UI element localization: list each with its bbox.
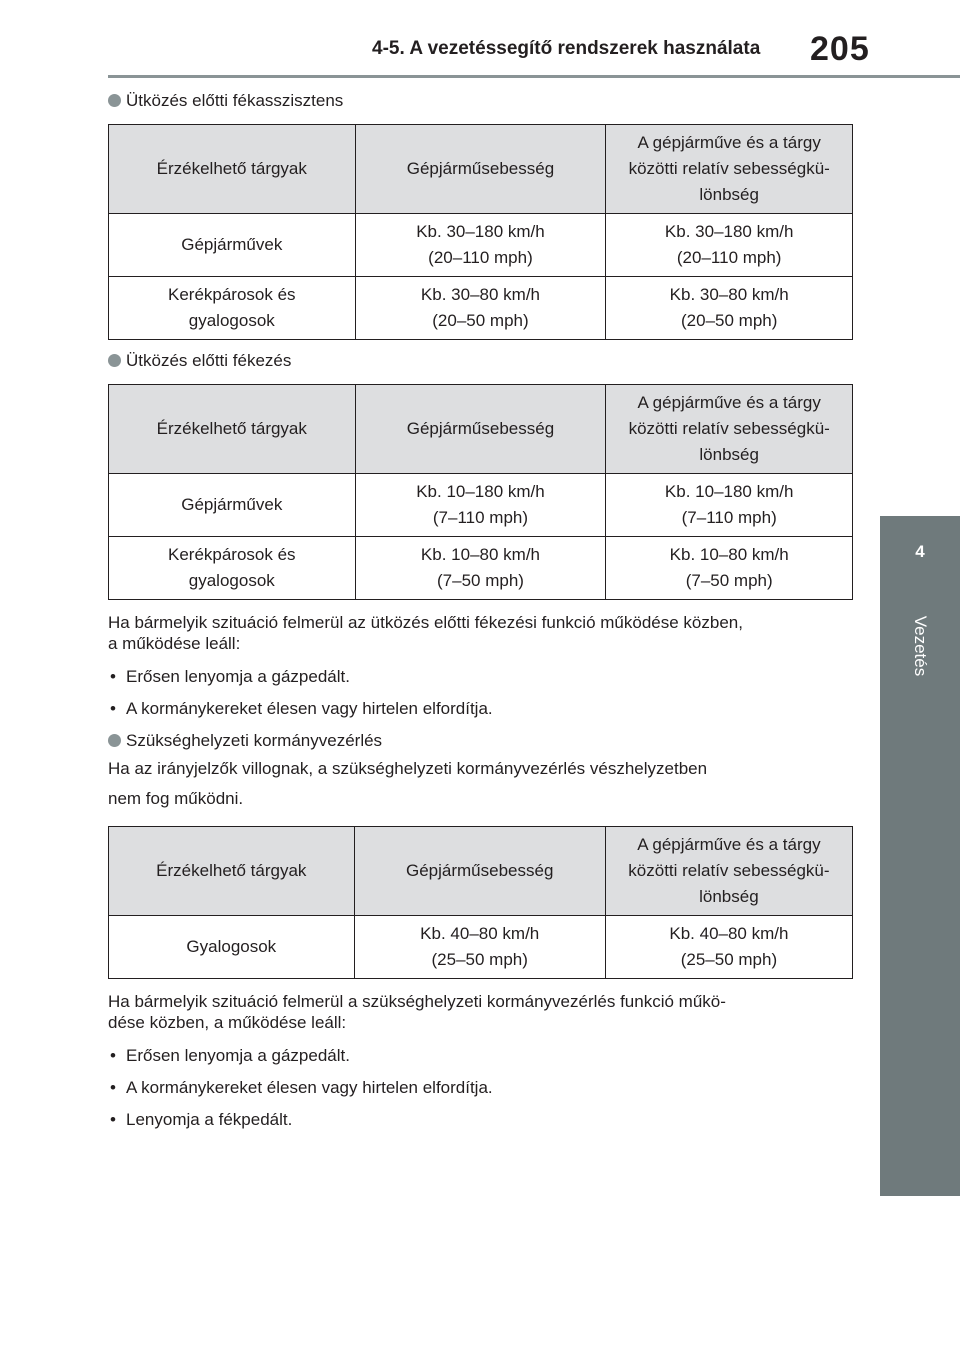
body-paragraph bbox=[108, 612, 853, 654]
table-row bbox=[109, 277, 853, 340]
section-title: 4-5. A vezetéssegítő rendszerek használata bbox=[372, 38, 761, 59]
cell-text: Kb. 10–180 km/h bbox=[664, 482, 794, 501]
bullet-mark: • bbox=[110, 667, 116, 686]
list-item bbox=[108, 1043, 853, 1069]
header-text: A gépjárműve és a tárgy bbox=[637, 133, 821, 152]
brake-assist-table bbox=[108, 124, 853, 340]
table-cell bbox=[109, 214, 356, 277]
bullet-dot-icon bbox=[108, 734, 121, 747]
bullet-mark: • bbox=[110, 1046, 116, 1065]
cell-text: Gépjárművek bbox=[181, 495, 283, 514]
header-cell bbox=[109, 385, 356, 474]
header-text: A gépjárműve és a tárgy bbox=[637, 835, 821, 854]
paragraph-line: nem fog működni. bbox=[108, 789, 244, 808]
bullet-mark: • bbox=[110, 1078, 116, 1097]
list-item-text: Erősen lenyomja a gázpedált. bbox=[126, 1046, 350, 1065]
emergency-steering-table bbox=[108, 826, 853, 979]
table-row bbox=[109, 916, 853, 979]
table-cell bbox=[109, 277, 356, 340]
header-cell bbox=[606, 125, 853, 214]
list-item-text: A kormánykereket élesen vagy hirtelen elfordítja. bbox=[126, 1078, 493, 1097]
paragraph-line: dése közben, a működése leáll: bbox=[108, 1013, 347, 1032]
bullet-mark: • bbox=[110, 1110, 116, 1129]
heading-text: Ütközés előtti fékezés bbox=[126, 351, 292, 370]
header-text: Gépjárműsebesség bbox=[406, 159, 555, 178]
table-cell bbox=[355, 474, 606, 537]
cell-text: Kb. 40–80 km/h bbox=[669, 924, 789, 943]
cell-text: Kb. 30–180 km/h bbox=[664, 222, 794, 241]
cell-text: Kb. 30–180 km/h bbox=[416, 222, 545, 241]
header-cell bbox=[109, 827, 355, 916]
cell-text: Kb. 30–80 km/h bbox=[420, 285, 540, 304]
bullet-dot-icon bbox=[108, 94, 121, 107]
section-heading bbox=[108, 348, 853, 374]
cell-text: (7–110 mph) bbox=[432, 508, 529, 527]
table-row bbox=[109, 537, 853, 600]
list-item bbox=[108, 696, 853, 722]
bullet-mark: • bbox=[110, 699, 116, 718]
cell-text: Kb. 30–80 km/h bbox=[669, 285, 789, 304]
cell-text: Kerékpárosok és bbox=[167, 545, 296, 564]
cell-text: (20–50 mph) bbox=[681, 311, 778, 330]
chapter-tab bbox=[880, 516, 960, 596]
section-heading bbox=[108, 88, 853, 114]
list-item bbox=[108, 1075, 853, 1101]
header-text: Érzékelhető tárgyak bbox=[156, 159, 307, 178]
heading-text: Szükséghelyzeti kormányvezérlés bbox=[126, 731, 383, 750]
chapter-label: Vezetés bbox=[911, 615, 930, 677]
cell-text: (7–110 mph) bbox=[681, 508, 777, 527]
paragraph-line: Ha bármelyik szituáció felmerül az ütközés előtti fékezési funkció működése közben, bbox=[108, 613, 743, 632]
pre-collision-braking-table bbox=[108, 384, 853, 600]
table-cell bbox=[606, 214, 853, 277]
cell-text: (20–110 mph) bbox=[676, 248, 782, 267]
header-text: Érzékelhető tárgyak bbox=[156, 419, 307, 438]
paragraph-line: Ha bármelyik szituáció felmerül a szükséghelyzeti kormányvezérlés funkció műkö- bbox=[108, 992, 726, 1011]
list-item-text: Erősen lenyomja a gázpedált. bbox=[126, 667, 350, 686]
header-text: Gépjárműsebesség bbox=[406, 861, 554, 880]
table-cell bbox=[109, 537, 356, 600]
body-paragraph bbox=[108, 754, 853, 814]
list-item-text: A kormánykereket élesen vagy hirtelen elfordítja. bbox=[126, 699, 493, 718]
cell-text: (20–50 mph) bbox=[432, 311, 529, 330]
cell-text: gyalogosok bbox=[188, 311, 275, 330]
table-cell bbox=[606, 474, 853, 537]
cell-text: (7–50 mph) bbox=[437, 571, 524, 590]
header-cell bbox=[355, 385, 606, 474]
cell-text: Kb. 10–80 km/h bbox=[669, 545, 789, 564]
cell-text: Kerékpárosok és bbox=[167, 285, 296, 304]
header-cell bbox=[355, 125, 606, 214]
cell-text: Kb. 10–180 km/h bbox=[416, 482, 545, 501]
table-cell bbox=[606, 277, 853, 340]
table-cell bbox=[355, 214, 606, 277]
body-paragraph bbox=[108, 991, 853, 1033]
cell-text: Kb. 40–80 km/h bbox=[420, 924, 540, 943]
page-number: 205 bbox=[810, 30, 870, 68]
table-cell bbox=[606, 537, 853, 600]
header-text: közötti relatív sebességkü- bbox=[628, 861, 830, 880]
table-cell bbox=[605, 916, 852, 979]
table-cell bbox=[109, 474, 356, 537]
chapter-label-tab bbox=[880, 596, 960, 1196]
table-header-row bbox=[109, 385, 853, 474]
header-text: közötti relatív sebességkü- bbox=[628, 419, 830, 438]
table-header-row bbox=[109, 827, 853, 916]
header-text: Érzékelhető tárgyak bbox=[156, 861, 307, 880]
list-item-text: Lenyomja a fékpedált. bbox=[126, 1110, 293, 1129]
cell-text: Kb. 10–80 km/h bbox=[420, 545, 540, 564]
cell-text: gyalogosok bbox=[188, 571, 275, 590]
cell-text: Gyalogosok bbox=[186, 937, 277, 956]
paragraph-line: a működése leáll: bbox=[108, 634, 241, 653]
list-item bbox=[108, 664, 853, 690]
header-text: Gépjárműsebesség bbox=[406, 419, 555, 438]
page-content bbox=[108, 88, 853, 1133]
table-row bbox=[109, 214, 853, 277]
cell-text: (7–50 mph) bbox=[685, 571, 773, 590]
section-heading bbox=[108, 728, 853, 754]
list-item bbox=[108, 1107, 853, 1133]
table-cell bbox=[355, 537, 606, 600]
heading-text: Ütközés előtti fékasszisztens bbox=[126, 91, 344, 110]
cell-text: (20–110 mph) bbox=[428, 248, 533, 267]
header-text: lönbség bbox=[699, 445, 759, 464]
header-cell bbox=[354, 827, 605, 916]
header-divider bbox=[108, 75, 960, 78]
cell-text: (25–50 mph) bbox=[680, 950, 778, 969]
header-text: közötti relatív sebességkü- bbox=[628, 159, 830, 178]
header-text: lönbség bbox=[699, 887, 759, 906]
table-cell bbox=[109, 916, 355, 979]
header-text: A gépjárműve és a tárgy bbox=[637, 393, 821, 412]
header-cell bbox=[605, 827, 852, 916]
cell-text: (25–50 mph) bbox=[431, 950, 528, 969]
header-cell bbox=[109, 125, 356, 214]
paragraph-line: Ha az irányjelzők villognak, a szükséghelyzeti kormányvezérlés vészhelyzetben bbox=[108, 759, 708, 778]
table-cell bbox=[354, 916, 605, 979]
header-text: lönbség bbox=[699, 185, 759, 204]
table-row bbox=[109, 474, 853, 537]
table-header-row bbox=[109, 125, 853, 214]
header-cell bbox=[606, 385, 853, 474]
cell-text: Gépjárművek bbox=[181, 235, 283, 254]
table-cell bbox=[355, 277, 606, 340]
chapter-number: 4 bbox=[915, 542, 925, 561]
bullet-dot-icon bbox=[108, 354, 121, 367]
